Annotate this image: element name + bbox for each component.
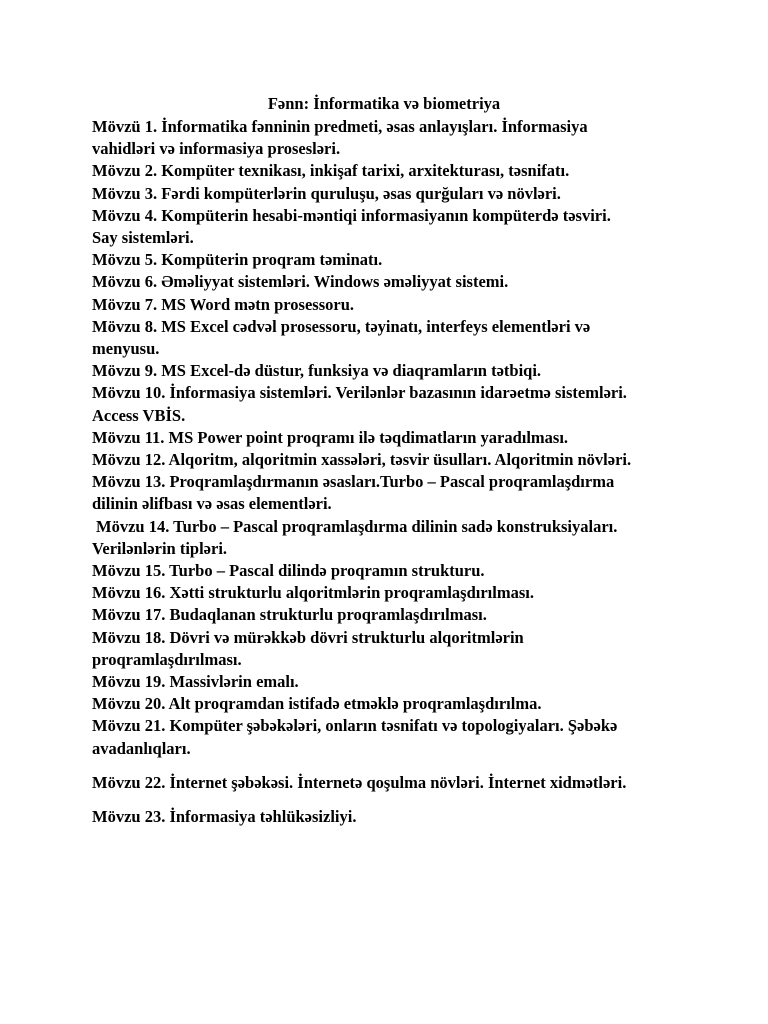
topic-line: Mövzu 13. Proqramlaşdırmanın əsasları.Turbo – Pascal proqramlaşdırma (92, 472, 615, 492)
topic-line: Mövzu 9. MS Excel-də düstur, funksiya və diaqramların tətbiqi. (92, 361, 542, 381)
topic-line: Mövzu 12. Alqoritm, alqoritmin xassələri, təsvir üsulları. Alqoritmin növləri. (92, 450, 632, 470)
topic-line: menyusu. (92, 339, 160, 359)
topic-line: Access VBİS. (92, 405, 186, 425)
topic-line: Mövzu 8. MS Excel cədvəl prosessoru, təyinatı, interfeys elementləri və (92, 316, 591, 336)
document-title: Fənn: İnformatika və biometriya (267, 94, 501, 113)
topic-line: avadanlıqları. (92, 738, 191, 758)
topic-line: Mövzu 5. Kompüterin proqram təminatı. (92, 250, 383, 270)
topic-line: Mövzu 20. Alt proqramdan istifadə etməklə proqramlaşdırılma. (92, 694, 542, 714)
topic-line: Mövzu 11. MS Power point proqramı ilə təqdimatların yaradılması. (92, 427, 569, 447)
topic-line: Mövzu 3. Fərdi kompüterlərin quruluşu, əsas qurğuları və növləri. (92, 183, 561, 203)
topic-line: vahidləri və informasiya prosesləri. (92, 139, 341, 159)
topic-line: Mövzu 10. İnformasiya sistemləri. Verilənlər bazasının idarəetmə sistemləri. (92, 383, 627, 403)
topic-line: Mövzu 6. Əməliyyat sistemləri. Windows əməliyyat sistemi. (92, 272, 509, 292)
topic-line: Mövzu 18. Dövri və mürəkkəb dövri strukturlu alqoritmlərin (92, 627, 524, 647)
topic-list (92, 116, 692, 828)
topic-line: Mövzu 15. Turbo – Pascal dilində proqramın strukturu. (92, 561, 485, 581)
topic-line: Say sistemləri. (92, 228, 194, 248)
topic-line: Mövzu 17. Budaqlanan strukturlu proqramlaşdırılması. (92, 605, 487, 625)
topic-line: Mövzu 14. Turbo – Pascal proqramlaşdırma dilinin sadə konstruksiyaları. (96, 516, 618, 536)
topic-line: Mövzu 4. Kompüterin hesabi-məntiqi informasiyanın kompüterdə təsviri. (92, 205, 611, 225)
topic-line: dilinin əlifbası və əsas elementləri. (92, 494, 332, 514)
topic-line: Mövzu 22. İnternet şəbəkəsi. İnternetə qoşulma növləri. İnternet xidmətləri. (92, 772, 627, 792)
topic-line: proqramlaşdırılması. (92, 649, 242, 669)
topic-line: Mövzu 21. Kompüter şəbəkələri, onların təsnifatı və topologiyaları. Şəbəkə (92, 716, 618, 736)
topic-line: Mövzu 16. Xətti strukturlu alqoritmlərin proqramlaşdırılması. (92, 583, 534, 603)
topic-line: Mövzu 7. MS Word mətn prosessoru. (92, 294, 355, 314)
topic-line: Mövzü 1. İnformatika fənninin predmeti, əsas anlayışları. İnformasiya (92, 117, 588, 136)
topic-line: Mövzu 23. İnformasiya təhlükəsizliyi. (92, 807, 357, 827)
topic-line: Mövzu 2. Kompüter texnikası, inkişaf tarixi, arxitekturası, təsnifatı. (92, 161, 570, 181)
topic-line: Mövzu 19. Massivlərin emalı. (92, 672, 299, 692)
topic-line: Verilənlərin tipləri. (92, 538, 228, 558)
